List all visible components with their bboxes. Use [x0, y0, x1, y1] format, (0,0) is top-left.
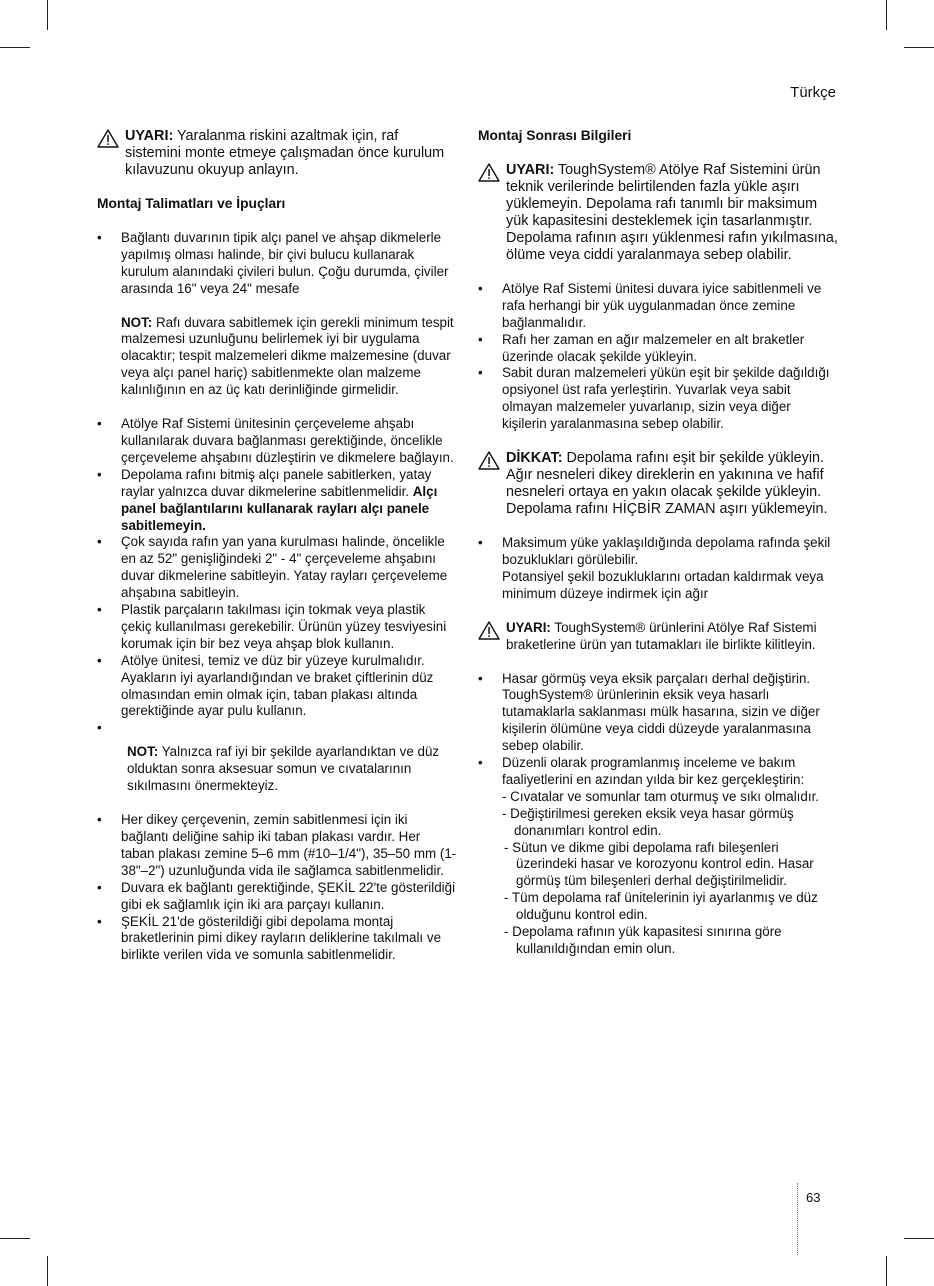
- warning-icon: [97, 129, 119, 148]
- warning-block: [478, 620, 838, 654]
- list-item: [97, 720, 457, 795]
- sub-item: - Cıvatalar ve somunlar tam oturmuş ve sıkı olmalıdır.: [502, 788, 820, 804]
- list-item: • Atölye ünitesi, temiz ve düz bir yüzeye kurulmalıdır. Ayakların iyi ayarlandığından ve braket çiftlerinin düz olmasından emin olmak için, taban plakası altında gerektiğinde ayar pulu kullanın.: [97, 653, 457, 721]
- note-block: [121, 315, 457, 400]
- crop-mark: [904, 1238, 934, 1239]
- crop-mark: [47, 1256, 48, 1286]
- caution-block: [478, 450, 838, 518]
- list-item: • Her dikey çerçevenin, zemin sabitlenmesi için iki bağlantı deliğine sahip iki taban plakası vardır. Her taban plakası zemine 5–6 mm (#10–1/4"), 35–50 mm (1-38"–2") uzunluğunda vida ile sağlamca sabitlenmelidir.: [97, 812, 457, 880]
- crop-mark: [47, 0, 48, 30]
- info-list: [478, 535, 838, 603]
- list-item-text: • Düzenli olarak programlanmış inceleme ve bakım faaliyetlerini en azından yılda bir kez gerçekleştirin:: [502, 755, 805, 787]
- right-column: [478, 128, 838, 975]
- sub-item: - Depolama rafının yük kapasitesi sınırına göre kullanıldığından emin olun.: [504, 924, 782, 956]
- caution-text: Depolama rafını eşit bir şekilde yükleyin. Ağır nesneleri dikey direklerin en yakınına ve hafif nesneleri ortaya en yakın olacak şekilde yükleyin. Depolama rafını HİÇBİR ZAMAN aşırı yüklemeyin.: [506, 450, 828, 518]
- note-label: NOT:: [127, 744, 159, 760]
- list-item-text: Bağlantı duvarının tipik alçı panel ve ahşap dikmelerle yapılmış olması halinde, bir çivi bulucu kullanarak kurulum alanındaki çivileri bulun. Çoğu durumda, çiviler arasında 16" veya 24" mesafe: [121, 229, 449, 296]
- list-item-bold-text: Alçı panel bağlantılarını kullanarak rayları alçı panele sabitlemeyin.: [121, 483, 438, 533]
- warning-label: UYARI:: [506, 161, 555, 178]
- list-item: [97, 230, 457, 399]
- list-item: [478, 755, 838, 958]
- warning-block: [478, 162, 838, 264]
- list-item: • Atölye Raf Sistemi ünitesi duvara iyice sabitlenmeli ve rafa herhangi bir yük uygulanmadan önce zemine bağlanmalıdır.: [478, 281, 838, 332]
- section-heading: Montaj Talimatları ve İpuçları: [97, 196, 286, 211]
- list-item-text: • Maksimum yüke yaklaşıldığında depolama rafında şekil bozuklukları görülebilir.: [502, 535, 831, 567]
- crop-mark: [0, 1238, 30, 1239]
- list-item: • Duvara ek bağlantı gerektiğinde, ŞEKİL 22'te gösterildiği gibi ek sağlamlık için iki ara parçayı kullanın.: [97, 880, 457, 914]
- info-list: [478, 281, 838, 433]
- sub-item: - Sütun ve dikme gibi depolama rafı bileşenleri üzerindeki hasar ve korozyonu kontrol edin. Hasar görmüş tüm bileşenleri derhal değiştirilmelidir.: [504, 839, 814, 889]
- warning-icon: [478, 621, 500, 640]
- warning-label: UYARI:: [506, 619, 551, 635]
- list-item: • Hasar görmüş veya eksik parçaları derhal değiştirin. ToughSystem® ürünlerinin eksik veya hasarlı tutamaklarla saklanması mülk hasarına, sizin ve diğer kişilerin ölümüne veya ciddi düzeyde yaralanmasına sebep olabilir.: [478, 671, 838, 756]
- crop-mark: [904, 47, 934, 48]
- language-label: Türkçe: [790, 84, 836, 101]
- warning-text: Yaralanma riskini azaltmak için, raf sistemini monte etmeye çalışmadan önce kurulum kılavuzunu okuyup anlayın.: [125, 128, 445, 178]
- instruction-list: [97, 230, 457, 399]
- warning-icon: [478, 451, 500, 470]
- note-label: NOT:: [121, 314, 153, 330]
- list-item: • Sabit duran malzemeleri yükün eşit bir şekilde dağıldığı opsiyonel üst rafa yerleştirin. Yuvarlak veya sabit olmayan malzemeler yuvarlanıp, sizin veya diğer kişilerin yaralanmasına sebep olabilir.: [478, 365, 838, 433]
- warning-text: ToughSystem® ürünlerini Atölye Raf Sistemi braketlerine ürün yan tutamakları ile birlikte kilitleyin.: [506, 619, 817, 652]
- sub-item: - Değiştirilmesi gereken eksik veya hasar görmüş donanımları kontrol edin.: [502, 805, 794, 838]
- warning-icon: [478, 163, 500, 182]
- warning-text: ToughSystem® Atölye Raf Sistemini ürün teknik verilerinde belirtilenden fazla yükle aşırı yüklemeyin. Depolama rafı tanımlı bir maksimum yük kapasitesini desteklemek için tasarlanmıştır. Depolama rafının aşırı yüklenmesi rafın yıkılmasına, ölüme veya ciddi yaralanmaya sebep olabilir.: [506, 161, 838, 263]
- warning-block: [97, 128, 457, 179]
- instruction-list: [97, 416, 457, 795]
- note-text: Yalnızca raf iyi bir şekilde ayarlandıktan ve düz olduktan sonra aksesuar somun ve cıvatalarının sıkılmasını önermekteyiz.: [127, 744, 440, 794]
- crop-mark: [0, 47, 30, 48]
- list-item: • Rafı her zaman en ağır malzemeler en alt braketler üzerinde olacak şekilde yükleyin.: [478, 332, 838, 366]
- list-item-text: Depolama rafını bitmiş alçı panele sabitlerken, yatay raylar yalnızca duvar dikmelerine sabitlenmelidir.: [121, 466, 432, 499]
- section-heading: Montaj Sonrası Bilgileri: [478, 128, 632, 143]
- sub-item: - Tüm depolama raf ünitelerinin iyi ayarlanmış ve düz olduğunu kontrol edin.: [504, 890, 818, 923]
- note-text: Rafı duvara sabitlemek için gerekli minimum tespit malzemesi uzunluğunu belirlemek iyi bir uygulama olacaktır; tespit malzemeleri dikme malzemesine (duvar veya alçı panel hariç) sabitlenmekte olan malzeme kalınlığının en az üç katı derinliğinde girmelidir.: [121, 314, 454, 398]
- crop-mark: [886, 0, 887, 30]
- list-item: • ŞEKİL 21'de gösterildiği gibi depolama montaj braketlerinin pimi dikey rayların deliklerine takılmalı ve birlikte verilen vida ve somunla sabitlenmelidir.: [97, 914, 457, 965]
- left-column: [97, 128, 457, 981]
- instruction-list: [97, 812, 457, 964]
- footer-divider: [797, 1183, 798, 1255]
- warning-label: UYARI:: [125, 128, 174, 144]
- caution-label: DİKKAT:: [506, 450, 563, 467]
- info-list: [478, 671, 838, 958]
- list-item: • Plastik parçaların takılması için tokmak veya plastik çekiç kullanılması gerekebilir. Ürünün yüzey tesviyesini korumak için bir bez veya ahşap blok kullanın.: [97, 602, 457, 653]
- list-item: [97, 467, 457, 535]
- list-item-text: Potansiyel şekil bozukluklarını ortadan kaldırmak veya minimum düzeye indirmek için ağır: [502, 568, 824, 601]
- list-item: [478, 535, 838, 603]
- note-block: [121, 744, 457, 795]
- page-number: 63: [806, 1190, 821, 1205]
- crop-mark: [886, 1256, 887, 1286]
- list-item: • Çok sayıda rafın yan yana kurulması halinde, öncelikle en az 52" genişliğindeki 2" - 4" çerçeveleme ahşabını duvar dikmelerine sabitleyin. Yatay rayları çerçeveleme ahşabına sabitleyin.: [97, 534, 457, 602]
- list-item: • Atölye Raf Sistemi ünitesinin çerçeveleme ahşabı kullanılarak duvara bağlanması gerektiğinde, öncelikle çerçeveleme ahşabını düzleştirin ve dikmelere bağlayın.: [97, 416, 457, 467]
